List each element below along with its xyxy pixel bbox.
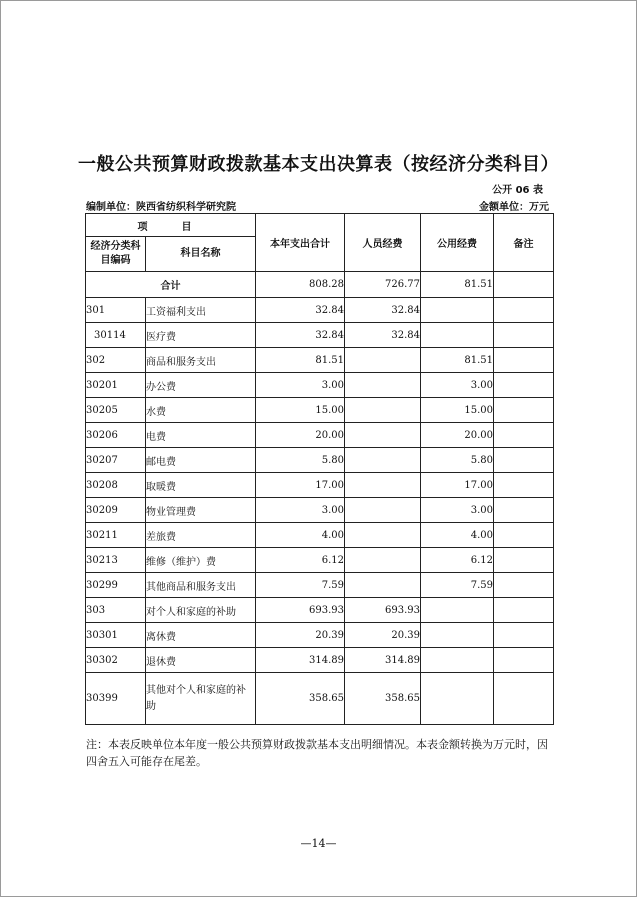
row-total: 314.89 xyxy=(256,648,345,673)
row-public xyxy=(421,648,494,673)
table-row xyxy=(86,573,554,598)
row-note xyxy=(494,648,554,673)
row-personnel xyxy=(345,448,421,473)
row-public xyxy=(421,623,494,648)
row-public: 20.00 xyxy=(421,423,494,448)
row-public xyxy=(421,298,494,323)
row-public: 3.00 xyxy=(421,498,494,523)
row-name: 维修（维护）费 xyxy=(146,548,256,573)
row-note xyxy=(494,548,554,573)
row-personnel xyxy=(345,398,421,423)
row-name: 其他对个人和家庭的补助 xyxy=(146,673,256,725)
table-row xyxy=(86,523,554,548)
row-public xyxy=(421,673,494,725)
table-row xyxy=(86,398,554,423)
row-code: 30209 xyxy=(86,498,146,523)
row-code: 30205 xyxy=(86,398,146,423)
row-public: 15.00 xyxy=(421,398,494,423)
row-code: 30207 xyxy=(86,448,146,473)
row-code: 30399 xyxy=(86,673,146,725)
row-personnel: 20.39 xyxy=(345,623,421,648)
row-total: 693.93 xyxy=(256,598,345,623)
table-row xyxy=(86,448,554,473)
total-note xyxy=(494,272,554,298)
row-personnel xyxy=(345,373,421,398)
page-title: 一般公共预算财政拨款基本支出决算表（按经济分类科目） xyxy=(78,154,559,175)
row-personnel: 314.89 xyxy=(345,648,421,673)
row-code: 30114 xyxy=(86,323,146,348)
row-personnel xyxy=(345,573,421,598)
row-note xyxy=(494,323,554,348)
row-personnel xyxy=(345,523,421,548)
table-row xyxy=(86,548,554,573)
total-row xyxy=(86,272,554,298)
row-code: 301 xyxy=(86,298,146,323)
header-project: 项 目 xyxy=(86,214,256,237)
row-personnel xyxy=(345,498,421,523)
row-name: 差旅费 xyxy=(146,523,256,548)
row-note xyxy=(494,348,554,373)
row-name: 其他商品和服务支出 xyxy=(146,573,256,598)
row-public: 6.12 xyxy=(421,548,494,573)
header-name: 科目名称 xyxy=(146,237,256,272)
table-row xyxy=(86,423,554,448)
row-total: 4.00 xyxy=(256,523,345,548)
row-public: 7.59 xyxy=(421,573,494,598)
header-personnel: 人员经费 xyxy=(345,214,421,272)
amount-unit: 金额单位：万元 xyxy=(479,202,549,213)
row-personnel: 693.93 xyxy=(345,598,421,623)
row-note xyxy=(494,623,554,648)
row-personnel: 358.65 xyxy=(345,673,421,725)
row-note xyxy=(494,423,554,448)
row-personnel xyxy=(345,348,421,373)
table-row xyxy=(86,323,554,348)
row-note xyxy=(494,498,554,523)
header-total: 本年支出合计 xyxy=(256,214,345,272)
row-personnel xyxy=(345,423,421,448)
page-number: —14— xyxy=(300,837,337,850)
row-code: 30206 xyxy=(86,423,146,448)
row-name: 办公费 xyxy=(146,373,256,398)
row-total: 81.51 xyxy=(256,348,345,373)
row-note xyxy=(494,398,554,423)
row-total: 17.00 xyxy=(256,473,345,498)
row-public xyxy=(421,598,494,623)
row-public xyxy=(421,323,494,348)
row-name: 邮电费 xyxy=(146,448,256,473)
header-public: 公用经费 xyxy=(421,214,494,272)
row-code: 30213 xyxy=(86,548,146,573)
expenditure-table xyxy=(85,213,554,725)
row-name: 医疗费 xyxy=(146,323,256,348)
row-public: 81.51 xyxy=(421,348,494,373)
table-row xyxy=(86,498,554,523)
row-note xyxy=(494,573,554,598)
row-name: 物业管理费 xyxy=(146,498,256,523)
header-code: 经济分类科目编码 xyxy=(86,237,146,272)
row-personnel: 32.84 xyxy=(345,323,421,348)
row-public: 4.00 xyxy=(421,523,494,548)
row-name: 退休费 xyxy=(146,648,256,673)
row-code: 30301 xyxy=(86,623,146,648)
compiling-unit: 编制单位：陕西省纺织科学研究院 xyxy=(86,202,236,213)
header-note: 备注 xyxy=(494,214,554,272)
row-public: 17.00 xyxy=(421,473,494,498)
row-total: 32.84 xyxy=(256,298,345,323)
total-label: 合计 xyxy=(86,272,256,298)
row-note xyxy=(494,523,554,548)
row-total: 7.59 xyxy=(256,573,345,598)
row-code: 30299 xyxy=(86,573,146,598)
row-note xyxy=(494,598,554,623)
row-note xyxy=(494,298,554,323)
row-total: 358.65 xyxy=(256,673,345,725)
row-code: 30302 xyxy=(86,648,146,673)
table-footnote: 注：本表反映单位本年度一般公共预算财政拨款基本支出明细情况。本表金额转换为万元时，因四舍五入可能存在尾差。 xyxy=(86,738,548,768)
row-code: 30201 xyxy=(86,373,146,398)
row-note xyxy=(494,373,554,398)
row-name: 商品和服务支出 xyxy=(146,348,256,373)
table-row xyxy=(86,298,554,323)
row-code: 302 xyxy=(86,348,146,373)
table-row xyxy=(86,648,554,673)
row-code: 30211 xyxy=(86,523,146,548)
row-name: 工资福利支出 xyxy=(146,298,256,323)
row-note xyxy=(494,448,554,473)
table-row xyxy=(86,348,554,373)
row-total: 20.00 xyxy=(256,423,345,448)
row-code: 303 xyxy=(86,598,146,623)
row-name: 取暖费 xyxy=(146,473,256,498)
row-note xyxy=(494,473,554,498)
row-public: 5.80 xyxy=(421,448,494,473)
row-total: 3.00 xyxy=(256,373,345,398)
row-personnel: 32.84 xyxy=(345,298,421,323)
row-name: 水费 xyxy=(146,398,256,423)
table-row xyxy=(86,598,554,623)
table-row xyxy=(86,373,554,398)
row-personnel xyxy=(345,548,421,573)
row-total: 5.80 xyxy=(256,448,345,473)
row-personnel xyxy=(345,473,421,498)
row-total: 32.84 xyxy=(256,323,345,348)
row-name: 对个人和家庭的补助 xyxy=(146,598,256,623)
row-code: 30208 xyxy=(86,473,146,498)
table-row xyxy=(86,473,554,498)
row-total: 20.39 xyxy=(256,623,345,648)
total-amount: 808.28 xyxy=(256,272,345,298)
row-public: 3.00 xyxy=(421,373,494,398)
table-row xyxy=(86,673,554,725)
row-total: 6.12 xyxy=(256,548,345,573)
row-name: 离休费 xyxy=(146,623,256,648)
row-total: 15.00 xyxy=(256,398,345,423)
form-number: 公开 06 表 xyxy=(492,185,543,196)
total-personnel: 726.77 xyxy=(345,272,421,298)
row-total: 3.00 xyxy=(256,498,345,523)
row-name: 电费 xyxy=(146,423,256,448)
total-public: 81.51 xyxy=(421,272,494,298)
table-row xyxy=(86,623,554,648)
row-note xyxy=(494,673,554,725)
